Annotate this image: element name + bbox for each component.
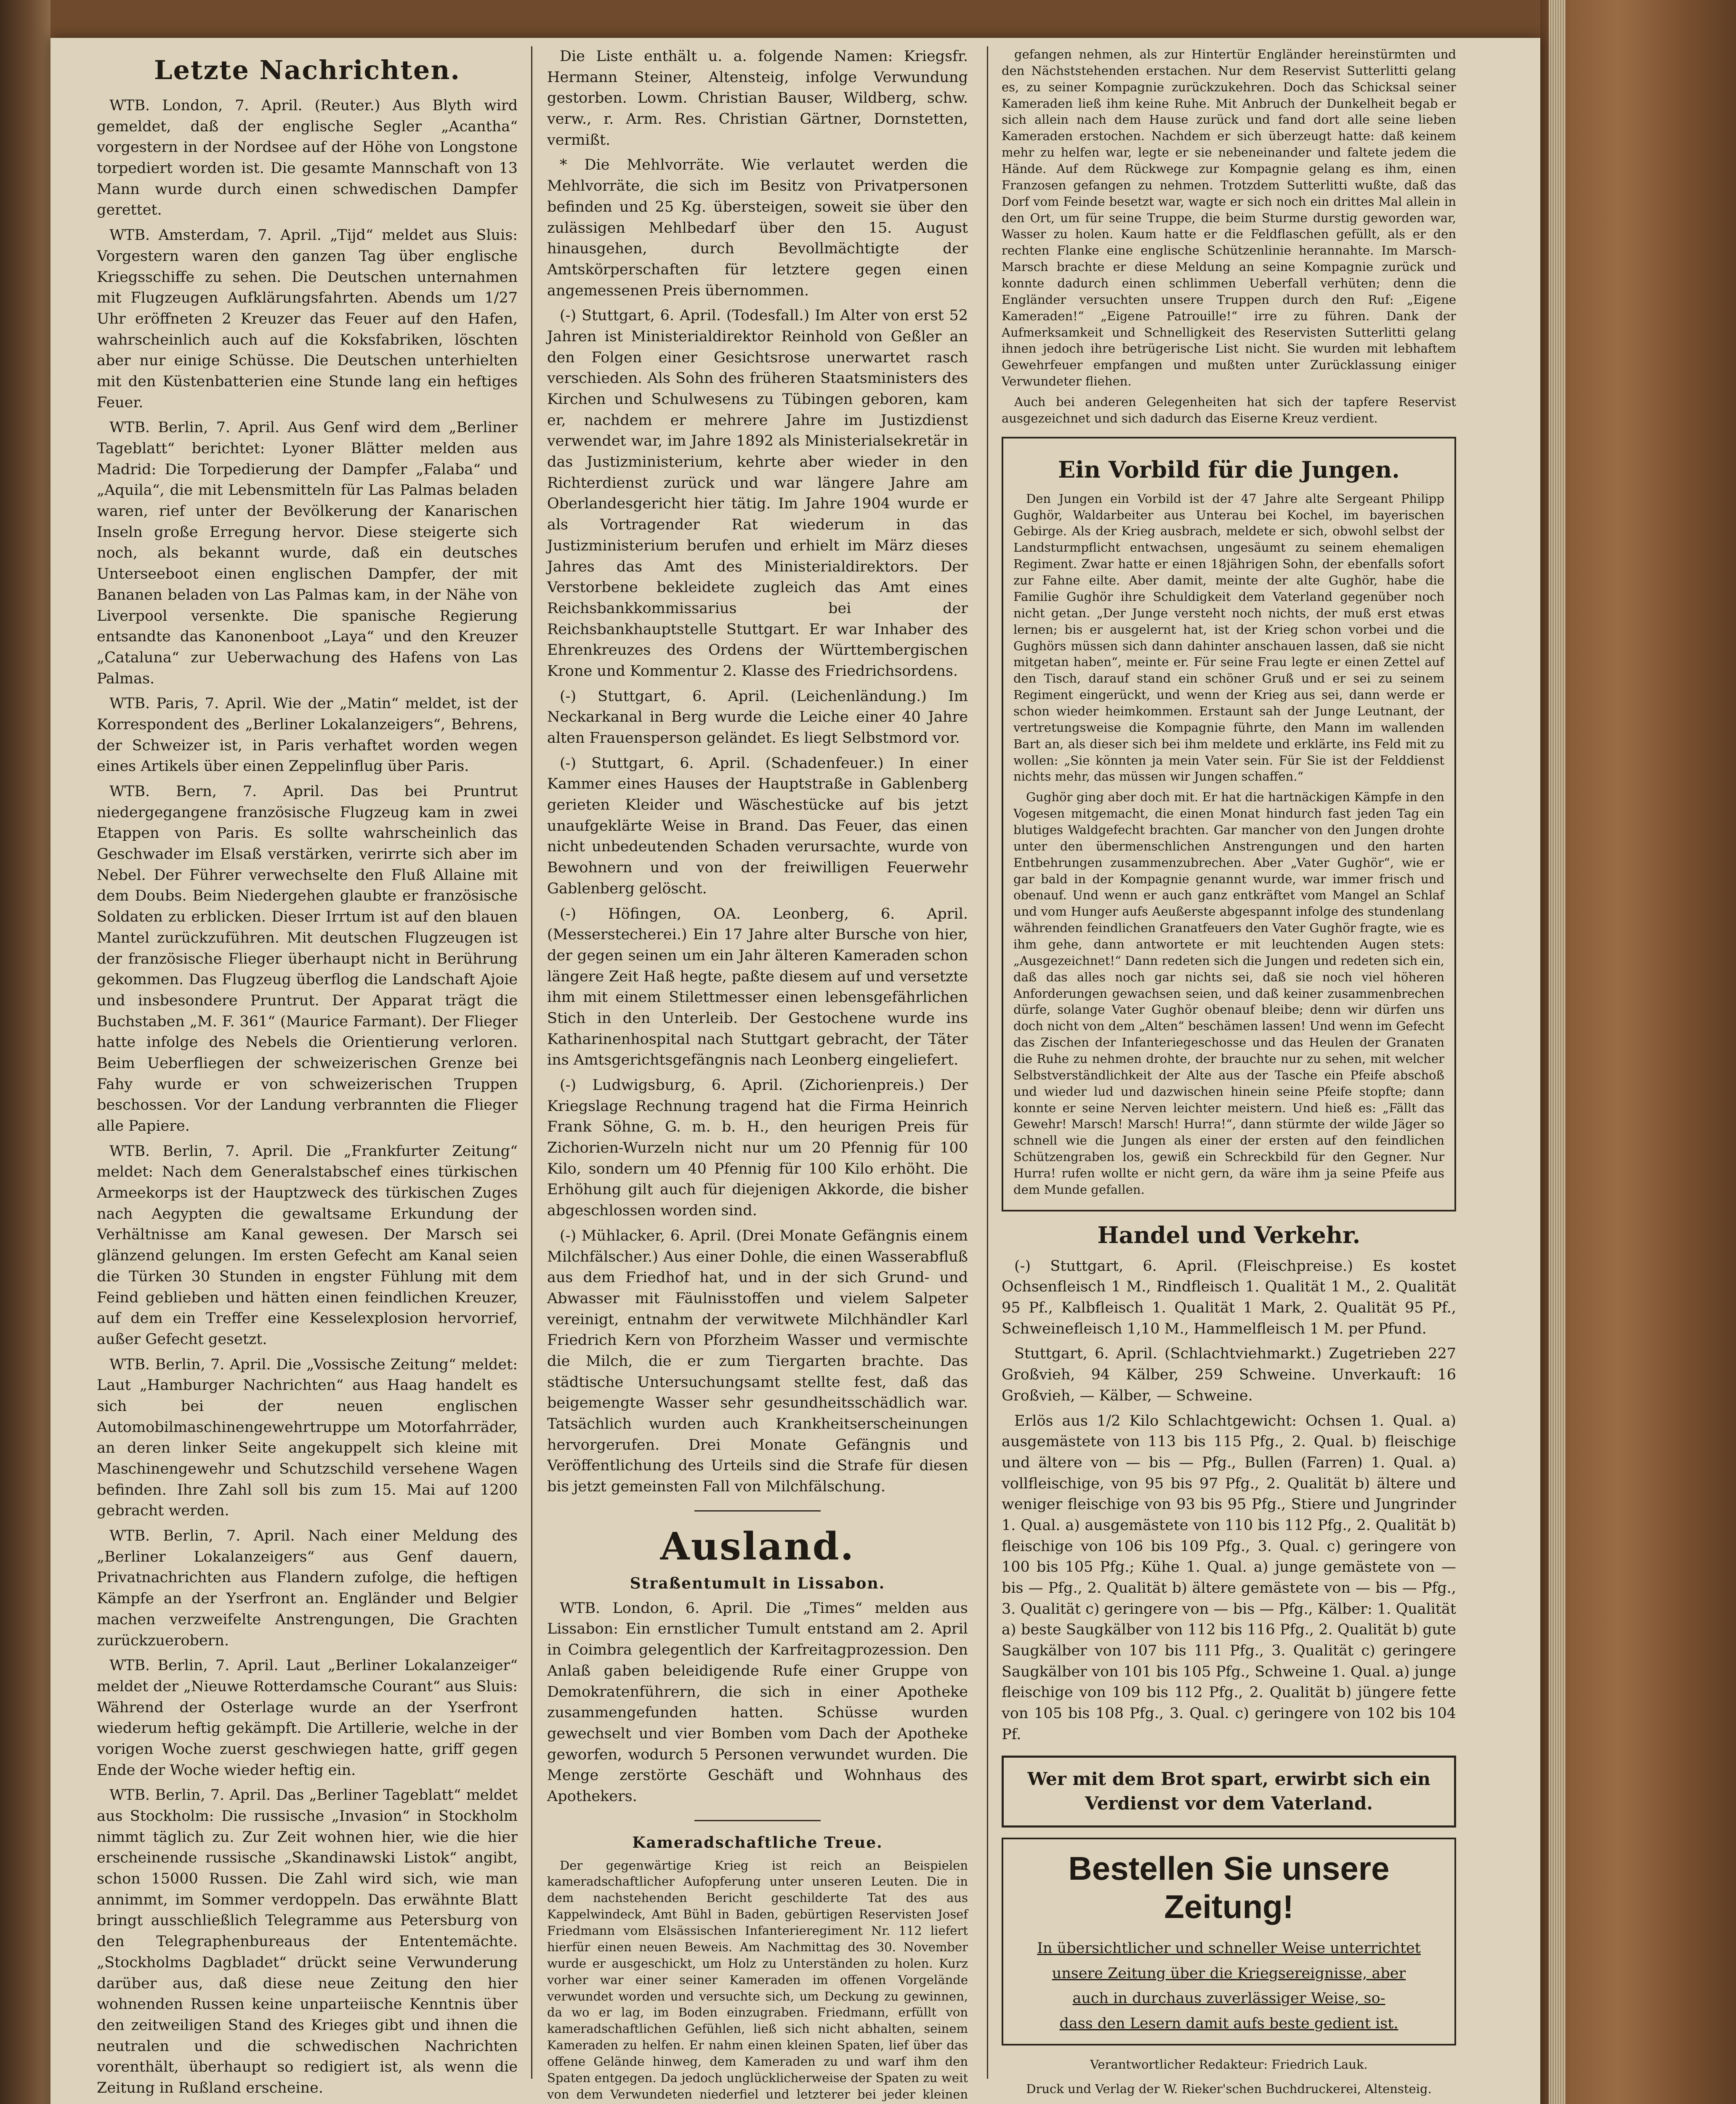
subscription-line: unsere Zeitung über die Kriegsereignisse, aber <box>1052 1965 1406 1982</box>
heading-vorbild: Ein Vorbild für die Jungen. <box>1058 456 1400 483</box>
column-2 <box>547 46 968 2101</box>
imprint-publisher: Druck und Verlag der W. Rieker'schen Buchdruckerei, Altensteig. <box>1026 2082 1432 2096</box>
subscription-line: auch in durchaus zuverlässiger Weise, so- <box>1072 1990 1385 2007</box>
market-paragraph: Stuttgart, 6. April. (Schlachtviehmarkt.) Zugetrieben 227 Großvieh, 94 Kälber, 259 Schweine. Unverkauft: 16 Großvieh, — Kälber, — Schweine. <box>1002 1345 1456 1404</box>
news-paragraph: (-) Höfingen, OA. Leonberg, 6. April. (Messerstecherei.) Ein 17 Jahre alter Bursche von hier, der gegen seinen um ein Jahr älteren Kameraden schon längere Zeit Haß hegte, paßte diesem auf und versetzte ihm mit einem Stilettmesser einen lebensgefährlichen Stich in den Unterleib. Der Gestochene wurde ins Katharinenhospital nach Stuttgart gebracht, der Täter ins Amtsgerichtsgefängnis nach Leonberg eingeliefert. <box>547 905 968 1069</box>
column-rule-1 <box>531 46 532 2079</box>
heading-ausland: Ausland. <box>660 1524 855 1569</box>
brot-notice-box: Wer mit dem Brot spart, erwirbt sich ein Verdienst vor dem Vaterland. <box>1002 1756 1456 1828</box>
news-paragraph: WTB. Berlin, 7. April. Die „Vossische Zeitung“ meldet: Laut „Hamburger Nachrichten“ aus Haag handelt es sich bei der neuen englischen Automobilmaschinengewehrtruppe um Motorfahrräder, an deren linker Seite angekuppelt sich kleine mit Maschinengewehr und Schutzschild versehene Wagen befinden. Ihre Zahl soll bis zum 15. Mai auf 1200 gebracht werden. <box>97 1356 518 1520</box>
story-paragraph: Der gegenwärtige Krieg ist reich an Beispielen kameradschaftlicher Aufopferung unter unseren Leuten. Die in dem nachstehenden Bericht geschilderte Tat des aus Kappelwindeck, Amt Bühl in Baden, gebürtigen Reservisten Josef Friedmann vom Elsässischen Infanterieregiment Nr. 112 liefert hierfür einen neuen Beweis. Am Nachmittag des 30. November wurde er ausgeschickt, um Holz zu Unterständen zu holen. Kurz vorher war einer seiner Kameraden im offenen Vorgelände verwundet worden und versuchte sich, um Deckung zu gewinnen, da wo er lag, im Boden einzugraben. Friedmann, erfüllt von kameradschaftlichen Gefühlen, ließ sich nicht abhalten, seinem Kameraden zu helfen. Er nahm einen kleinen Spaten, lief über das offene Gelände hinweg, dem Kameraden zu und warf ihm den Spaten entgegen. Da jedoch unglücklicherweise der Spaten zu weit von dem Verwundeten niederfiel und letzterer bei jeder kleinen <box>547 1858 968 2101</box>
news-paragraph: (-) Stuttgart, 6. April. (Schadenfeuer.) In einer Kammer eines Hauses der Hauptstraße in Gablenberg gerieten Kleider und Wäschestücke auf bis jetzt unaufgeklärte Weise in Brand. Das Feuer, das einen nicht unbedeutenden Schaden verursachte, wurde von Bewohnern und von der freiwilligen Feuerwehr Gablenberg gelöscht. <box>547 754 968 897</box>
section-divider <box>694 1820 821 1821</box>
news-paragraph: (-) Mühlacker, 6. April. (Drei Monate Gefängnis einem Milchfälscher.) Aus einer Dohle, die einen Wasserabfluß aus dem Friedhof hat, und in der sich Grund- und Abwasser mit Fäulnisstoffen und vielem Salpeter vereinigt, entnahm der verwitwete Milchhändler Karl Friedrich Kern von Pforzheim Wasser und vermischte die Milch, die er zum Tiergarten brachte. Das städtische Untersuchungsamt stellte fest, daß das beigemengte Wasser sehr gesundheitsschädlich war. Tatsächlich wurden auch Krankheitserscheinungen hervorgerufen. Drei Monate Gefängnis und Veröffentlichung des Urteils sind die Strafe für diesen bis jetzt gemeinsten Fall von Milchfälschung. <box>547 1227 968 1496</box>
news-paragraph: WTB. Berlin, 7. April. Die „Frankfurter Zeitung“ meldet: Nach dem Generalstabschef eines türkischen Armeekorps ist der Hauptzweck des türkischen Zuges nach Aegypten die gewaltsame Erkundung der Verhältnisse am Kanal gewesen. Der Marsch sei glänzend gelungen. Im ersten Gefecht am Kanal seien die Türken 30 Stunden in engster Fühlung mit dem Feind geblieben und hätten einen feindlichen Kreuzer, auf dem ein Treffer eine Kesselexplosion hervorrief, außer Gefecht gesetzt. <box>97 1142 518 1348</box>
news-paragraph: (-) Stuttgart, 6. April. (Leichenländung.) Im Neckarkanal in Berg wurde die Leiche einer 40 Jahre alten Frauensperson geländet. Es liegt Selbstmord vor. <box>547 688 968 746</box>
subscription-ad <box>1002 1838 1456 2046</box>
heading-strassentumult: Straßentumult in Lissabon. <box>630 1574 885 1592</box>
story-paragraph: Auch bei anderen Gelegenheiten hat sich der tapfere Reservist ausgezeichnet und sich dadurch das Eiserne Kreuz verdient. <box>1002 395 1456 425</box>
heading-letzte-nachrichten: Letzte Nachrichten. <box>154 55 461 85</box>
heading-handel-verkehr: Handel und Verkehr. <box>1097 1221 1361 1249</box>
news-paragraph: WTB. Berlin, 7. April. Laut „Berliner Lokalanzeiger“ meldet der „Nieuwe Rotterdamsche Courant“ aus Sluis: Während der Osterlage wurde an der Yserfront wiederum heftig gekämpft. Die Artillerie, welche in der vorigen Woche zuerst geschwiegen hatte, griff gegen Ende der Woche wieder heftig ein. <box>97 1657 518 1779</box>
story-paragraph: Den Jungen ein Vorbild ist der 47 Jahre alte Sergeant Philipp Gughör, Waldarbeiter aus Unterau bei Kochel, im bayerischen Gebirge. Als der Krieg ausbrach, meldete er sich, obwohl selbst der Landsturmpflicht entwachsen, ungesäumt zu seinem ehemaligen Regiment. Zwar hatte er einen 18jährigen Sohn, der ebenfalls sofort zur Fahne eilte. Aber damit, meinte der alte Gughör, habe die Familie Gughör ihre Schuldigkeit dem Vaterland gegenüber noch nicht getan. „Der Junge versteht noch nichts, der muß erst etwas lernen; bis er ausgelernt hat, ist der Krieg schon vorbei und die Gughörs müssen sich dann dahinter anschauen lassen, daß sie nicht mitgetan haben“, meinte er. Für seine Frau legte er einen Zettel auf den Tisch, darauf stand ein schöner Gruß und er sei zu seinem Regiment eingerückt, und wenn der Krieg aus sei, dann werde er schon wieder heimkommen. Erstaunt sah der Junge Leutnant, der vertretungsweise die Kompagnie führte, den Mann im wallenden Bart an, als dieser sich bei ihm meldete und erklärte, ins Feld mit zu wollen: „Sie könnten ja mein Vater sein. Für Sie ist der Felddienst nichts mehr, das müssen wir Jungen schaffen.“ <box>1013 491 1444 784</box>
news-paragraph: (-) Stuttgart, 6. April. (Todesfall.) Im Alter von erst 52 Jahren ist Ministerialdirektor Reinhold von Geßler an den Folgen einer Gesichtsrose unerwartet rasch verschieden. Als Sohn des früheren Staatsministers des Kirchen und Schulwesens zu Tübingen geboren, kam er, nachdem er mehrere Jahre im Justizdienst verwendet war, im Jahre 1892 als Ministerialsekretär in das Justizministerium, kehrte aber wieder in den Richterdienst zurück und war längere Jahre am Oberlandesgericht hier tätig. Im Jahre 1904 wurde er als Vortragender Rat wiederum in das Justizministerium berufen und erhielt im März dieses Jahres das Amt des Ministerialdirektors. Der Verstorbene bekleidete zugleich das Amt eines Reichsbankkommissarius bei der Reichsbankhauptstelle Stuttgart. Er war Inhaber des Ehrenkreuzes des Ordens der Württembergischen Krone und Kommentur 2. Klasse des Friedrichsordens. <box>547 307 968 680</box>
news-paragraph: WTB. London, 6. April. Die „Times“ melden aus Lissabon: Ein ernstlicher Tumult entstand am 2. April in Coimbra gelegentlich der Karfreitagprozession. Den Anlaß gaben beleidigende Rufe einer Gruppe von Demokratenführern, die sich in einer Apotheke zusammengefunden hatten. Schüsse wurden gewechselt und vier Bomben vom Dach der Apotheke geworfen, wodurch 5 Personen verwundet wurden. Die Menge zerstörte Geschäft und Wohnhaus des Apothekers. <box>547 1599 968 1805</box>
subscription-line: In übersichtlicher und schneller Weise unterrichtet <box>1037 1940 1421 1957</box>
news-paragraph: WTB. London, 7. April. (Reuter.) Aus Blyth wird gemeldet, daß der englische Segler „Acantha“ vorgestern in der Nordsee auf der Höhe von Longstone torpediert worden ist. Die gesamte Mannschaft von 13 Mann wurde durch einen schwedischen Dampfer gerettet. <box>97 97 518 219</box>
news-paragraph: WTB. Paris, 7. April. Wie der „Matin“ meldet, ist der Korrespondent des „Berliner Lokalanzeigers“, Behrens, der Schweizer ist, in Paris verhaftet worden wegen eines Artikels über einen Zeppelinflug über Paris. <box>97 695 518 775</box>
page-edges <box>1549 0 1566 2104</box>
heading-kameradschaftliche-treue: Kameradschaftliche Treue. <box>632 1833 883 1852</box>
subscription-heading: Bestellen Sie unsere Zeitung! <box>1068 1850 1390 1926</box>
news-paragraph: Die Liste enthält u. a. folgende Namen: Kriegsfr. Hermann Steiner, Altensteig, infolge Verwundung gestorben. Lowm. Christian Bauser, Wildberg, schw. verw., r. Arm. Res. Christian Gärtner, Dornstetten, vermißt. <box>547 48 968 149</box>
column-1 <box>97 46 518 2096</box>
story-paragraph: Gughör ging aber doch mit. Er hat die hartnäckigen Kämpfe in den Vogesen mitgemacht, die einen Monat hindurch fast jeden Tag ein blutiges Waldgefecht brachten. Gar mancher von den Jungen drohte unter den übermenschlichen Anstrengungen und den harten Entbehrungen zusammenzubrechen. Aber „Vater Gughör“, wie er gar bald in der Kompagnie genannt wurde, war immer frisch und obenauf. Und wenn er auch ganz entkräftet vom Mangel an Schlaf und vom Hunger aufs Aeußerste abgespannt infolge des stundenlang währenden feindlichen Granatfeuers den Vater Gughör fragte, wie es ihm gehe, dann antwortete er mit leuchtenden Augen stets: „Ausgezeichnet!“ Dann redeten sich die Jungen und redeten sich ein, daß das alles noch gar nichts sei, daß sie noch viel höheren Anforderungen gewachsen seien, und daß keiner zusammenbrechen dürfe, solange Vater Gughör obenauf bleibe; denn wir dürfen uns doch nicht von dem „Alten“ beschämen lassen! Und wenn im Gefecht das Zischen der Infanteriegeschosse und das Heulen der Granaten die Ruhe zu nehmen drohte, der brauchte nur zu sehen, mit welcher Selbstverständlichkeit der Alte aus der Tasche ein Pfeife abschoß und wieder lud und dazwischen hinein seine Pfeife stopfte; dann konnte er seine Nerven leichter meistern. Und hieß es: „Fällt das Gewehr! Marsch! Marsch! Hurra!“, dann stürmte der wilde Jäger so schnell wie die Jungen als einer der ersten auf den feindlichen Schützengraben los, gewiß ein Schreckbild für den Gegner. Nur Hurra! rufen wollte er nicht gern, da wäre ihm ja seine Pfeife aus dem Munde gefallen. <box>1013 790 1444 1197</box>
news-paragraph: WTB. Berlin, 7. April. Das „Berliner Tageblatt“ meldet aus Stockholm: Die russische „Invasion“ in Stockholm nimmt täglich zu. Zur Zeit wohnen hier, wie die hier erscheinende russische „Skandinawski Listok“ angibt, schon 15000 Russen. Die Zahl wird sich, wie man annimmt, im Sommer verdoppeln. Das erwähnte Blatt bringt ausschließlich Telegramme aus Petersburg von den Telegraphenbureaus der Ententemächte. „Stockholms Dagbladet“ drückt seine Verwunderung darüber aus, daß diese neue Zeitung den hier wohnenden Russen keine unparteiische Kenntnis über den zeitweiligen Stand des Krieges gibt und ihnen die neutralen und die schwedischen Nachrichten vorenthält, überhaupt so redigiert ist, als wenn die Zeitung in Rußland erscheine. <box>97 1787 518 2096</box>
vorbild-article-frame <box>1002 437 1456 1211</box>
column-3 <box>1002 46 1456 2096</box>
imprint-editor: Verantwortlicher Redakteur: Friedrich Lauk. <box>1090 2057 1368 2072</box>
news-paragraph: (-) Ludwigsburg, 6. April. (Zichorienpreis.) Der Kriegslage Rechnung tragend hat die Firma Heinrich Frank Söhne, G. m. b. H., den heurigen Preis für Zichorien-Wurzeln nicht nur um 20 Pfennig für 100 Kilo, sondern um 40 Pfennig für 100 Kilo erhöht. Die Erhöhung gilt auch für diejenigen Akkorde, die bisher abgeschlossen worden sind. <box>547 1077 968 1219</box>
market-paragraph: Erlös aus 1/2 Kilo Schlachtgewicht: Ochsen 1. Qual. a) ausgemästete von 113 bis 115 Pfg., 2. Qual. b) fleischige und ältere von — bis — Pfg., Bullen (Farren) 1. Qual. a) vollfleischige, von 95 bis 97 Pfg., 2. Qualität b) ältere und weniger fleischige von 93 bis 95 Pfg., Stiere und Jungrinder 1. Qual. a) ausgemästete von 110 bis 112 Pfg., 2. Qualität b) fleischige von 106 bis 109 Pfg., 3. Qual. c) geringere von 100 bis 105 Pfg.; Kühe 1. Qual. a) junge gemästete von — bis — Pfg., 2. Qualität b) ältere gemästete von — bis — Pfg., 3. Qualität c) geringere von — bis — Pfg., Kälber: 1. Qualität a) beste Saugkälber von 112 bis 116 Pfg., 2. Qualität b) gute Saugkälber von 107 bis 111 Pfg., 3. Qualität c) geringere Saugkälber von 101 bis 105 Pfg., Schweine 1. Qual. a) junge fleischige von 109 bis 112 Pfg., 2. Qualität b) jüngere fette von 105 bis 108 Pfg., 3. Qual. c) geringere von 102 bis 104 Pf. <box>1002 1412 1456 1743</box>
news-paragraph: WTB. Berlin, 7. April. Aus Genf wird dem „Berliner Tageblatt“ berichtet: Lyoner Blätter melden aus Madrid: Die Torpedierung der Dampfer „Falaba“ und „Aquila“, die mit Lebensmitteln für Las Palmas beladen waren, rief unter der Bevölkerung der Kanarischen Inseln große Erregung hervor. Diese steigerte sich noch, als bekannt wurde, daß ein deutsches Unterseeboot einen englischen Dampfer, der mit Bananen beladen von Las Palmas kam, in der Nähe von Liverpool versenkte. Die spanische Regierung entsandte das Kanonenboot „Laya“ und den Kreuzer „Cataluna“ zur Ueberwachung des Hafens von Las Palmas. <box>97 419 518 687</box>
column-rule-2 <box>987 46 988 2079</box>
news-paragraph: * Die Mehlvorräte. Wie verlautet werden die Mehlvorräte, die sich im Besitz von Privatpersonen befinden und 25 Kg. übersteigen, soweit sie über den zulässigen Mehlbedarf über den 15. August hinausgehen, durch Bevollmächtigte der Amtskörperschaften für letztere gegen einen angemessenen Preis übernommen. <box>547 157 968 299</box>
story-paragraph: gefangen nehmen, als zur Hintertür Engländer hereinstürmten und den Nächststehenden erstachen. Nur dem Reservist Sutterlitti gelang es, zu seiner Kompagnie zurückzukehren. Doch das Schicksal seiner Kameraden ließ ihm keine Ruhe. Mit Anbruch der Dunkelheit begab er sich allein nach dem Hause zurück und fand dort alle seine lieben Kameraden erstochen. Nachdem er sich überzeugt hatte: daß keinem mehr zu helfen war, legte er sie nebeneinander und faltete jedem die Hände. Auf dem Rückwege zur Kompagnie gelang es ihm, einen Franzosen gefangen zu nehmen. Trotzdem Sutterlitti wußte, daß das Dorf vom Feinde besetzt war, wagte er sich noch ein drittes Mal allein in den Ort, um für seine Truppe, die beim Sturme durstig geworden war, Wasser zu holen. Kaum hatte er die Feldflaschen gefüllt, als er den rechten Flanke eine englische Schützenlinie herannahte. Im Marsch-Marsch brachte er diese Meldung an seine Kompagnie zurück und konnte dadurch einen schlimmen Ueberfall verhüten; denn die Engländer versuchten unsere Truppen durch den Ruf: „Eigene Kameraden!“ „Eigene Patrouille!“ irre zu führen. Dank der Aufmerksamkeit und Schnelligkeit des Reservisten Sutterlitti gelang ihnen jedoch ihre betrügerische List nicht. Sie wurden mit lebhaftem Gewehrfeuer empfangen und mußten unter Zurücklassung einiger Verwundeter fliehen. <box>1002 47 1456 389</box>
book-spine <box>1540 0 1736 2104</box>
section-divider <box>694 1510 821 1512</box>
news-paragraph: WTB. Bern, 7. April. Das bei Pruntrut niedergegangene französische Flugzeug kam in zwei Etappen von Paris. Es sollte wahrscheinlich das Geschwader im Elsaß verstärken, verirrte sich aber im Nebel. Der Führer verwechselte den Fluß Allaine mit dem Doubs. Beim Niedergehen glaubte er französische Soldaten zu erblicken. Dieser Irrtum ist auf den blauen Mantel zurückzuführen. Mit deutschen Flugzeugen ist der französische Flieger überhaupt nicht in Berührung gekommen. Das Flugzeug überflog die Landschaft Ajoie und insbesondere Pruntrut. Der Apparat trägt die Buchstaben „M. F. 361“ (Maurice Farmant). Der Flieger hatte infolge des Nebels die Orientierung verloren. Beim Ueberfliegen der schweizerischen Grenze bei Fahy wurde er von schweizerischen Truppen beschossen. Vor der Landung verbrannten die Flieger alle Papiere. <box>97 783 518 1134</box>
subscription-line: dass den Lesern damit aufs beste gedient ist. <box>1059 2015 1398 2032</box>
market-paragraph: (-) Stuttgart, 6. April. (Fleischpreise.) Es kostet Ochsenfleisch 1 M., Rindfleisch 1. Qualität 1 M., 2. Qualität 95 Pf., Kalbfleisch 1. Qualität 1 Mark, 2. Qualität 95 Pf., Schweinefleisch 1,10 M., Hammelfleisch 1 M. per Pfund. <box>1002 1257 1456 1337</box>
news-paragraph: WTB. Berlin, 7. April. Nach einer Meldung des „Berliner Lokalanzeigers“ aus Genf dauern, Privatnachrichten aus Flandern zufolge, die heftigen Kämpfe an der Yserfront an. Engländer und Belgier machen verzweifelte Anstrengungen, Die Grachten zurückzuerobern. <box>97 1528 518 1649</box>
book-binding-left <box>0 0 51 2104</box>
news-paragraph: WTB. Amsterdam, 7. April. „Tijd“ meldet aus Sluis: Vorgestern waren den ganzen Tag über englische Kriegsschiffe zu sehen. Die Deutschen unternahmen mit Flugzeugen Aufklärungsfahrten. Abends um 1/27 Uhr eröffneten 2 Kreuzer das Feuer auf den Hafen, wahrscheinlich auch auf die Koksfabriken, löschten aber nur einige Schüsse. Die Deutschen unterhielten mit den Küstenbatterien eine Stunde lang ein heftiges Feuer. <box>97 227 518 411</box>
